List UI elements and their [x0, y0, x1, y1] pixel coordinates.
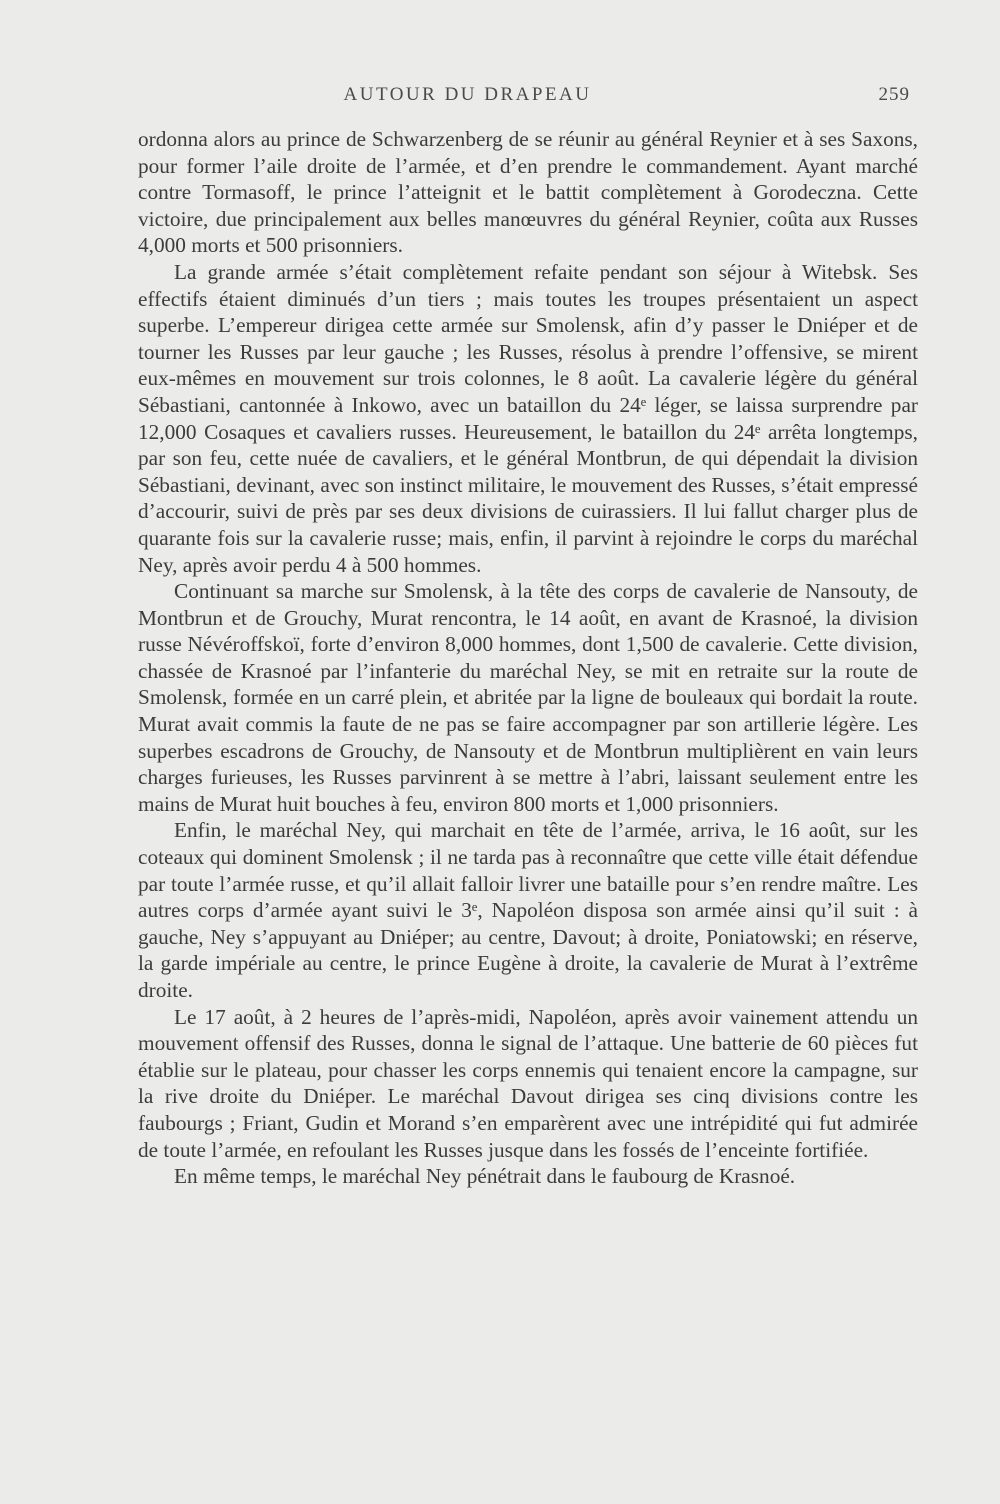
paragraph: Le 17 août, à 2 heures de l’après-midi, Napoléon, après avoir vainement attendu un mouvement offensif des Russes, donna le signal de l’attaque. Une batterie de 60 pièces fut établie sur le plateau, pour chasser les corps ennemis qui tenaient encore la campagne, sur la rive droite du Dniéper. Le maréchal Davout dirigea ses cinq divisions contre les faubourgs ; Friant, Gudin et Morand s’en emparèrent avec une intrépidité qui fut admirée de toute l’armée, en refoulant les Russes jusque dans les fossés de l’enceinte fortifiée. [138, 1004, 918, 1162]
page-number: 259 [878, 84, 910, 105]
paragraph-continued: ordonna alors au prince de Schwarzenberg de se réunir au général Reynier et à ses Saxons, pour former l’aile droite de l’armée, et d’en prendre le commandement. Ayant marché contre Tormasoff, le prince l’atteignit et le battit complètement à Gorodeczna. Cette victoire, due principalement aux belles manœuvres du général Reynier, coûta aux Russes 4,000 morts et 500 prisonniers. [138, 127, 918, 258]
running-title: AUTOUR DU DRAPEAU [343, 84, 592, 105]
running-head [140, 84, 930, 114]
paragraph: Enfin, le maréchal Ney, qui marchait en tête de l’armée, arriva, le 16 août, sur les coteaux qui dominent Smolensk ; il ne tarda pas à reconnaître que cette ville était défendue par toute l’armée russe, et qu’il allait falloir livrer une bataille pour s’en rendre maître. Les autres corps d’armée ayant suivi le 3ᵉ, Napoléon disposa son armée ainsi qu’il suit : à gauche, Ney s’appuyant au Dniéper; au centre, Davout; à droite, Poniatowski; en réserve, la garde impériale au centre, le prince Eugène à droite, la cavalerie de Murat à l’extrême droite. [138, 818, 918, 1002]
paragraph: La grande armée s’était complètement refaite pendant son séjour à Witebsk. Ses effectifs étaient diminués d’un tiers ; mais toutes les troupes présentaient un aspect superbe. L’empereur dirigea cette armée sur Smolensk, afin d’y passer le Dniéper et de tourner les Russes par leur gauche ; les Russes, résolus à prendre l’offensive, se mirent eux-mêmes en mouvement sur trois colonnes, le 8 août. La cavalerie légère du général Sébastiani, cantonnée à Inkowo, avec un bataillon du 24ᵉ léger, se laissa surprendre par 12,000 Cosaques et cavaliers russes. Heureusement, le bataillon du 24ᵉ arrêta longtemps, par son feu, cette nuée de cavaliers, et le général Montbrun, de qui dépendait la division Sébastiani, devinant, avec son instinct militaire, le mouvement des Russes, s’était empressé d’accourir, suivi de près par ses deux divisions de cuirassiers. Il lui fallut charger plus de quarante fois sur la cavalerie russe; mais, enfin, il parvint à rejoindre le corps du maréchal Ney, après avoir perdu 4 à 500 hommes. [138, 259, 918, 577]
body-text [138, 126, 918, 1190]
paragraph: En même temps, le maréchal Ney pénétrait dans le faubourg de Krasnoé. [174, 1164, 796, 1189]
paragraph: Continuant sa marche sur Smolensk, à la tête des corps de cavalerie de Nansouty, de Montbrun et de Grouchy, Murat rencontra, le 14 août, en avant de Krasnoé, la division russe Névéroffskoï, forte d’environ 8,000 hommes, dont 1,500 de cavalerie. Cette division, chassée de Krasnoé par l’infanterie du maréchal Ney, se mit en retraite sur la route de Smolensk, formée en un carré plein, et abritée par la ligne de bouleaux qui bordait la route. Murat avait commis la faute de ne pas se faire accompagner par son artillerie légère. Les superbes escadrons de Grouchy, de Nansouty et de Montbrun multiplièrent en vain leurs charges furieuses, les Russes parvinrent à se mettre à l’abri, laissant seulement entre les mains de Murat huit bouches à feu, environ 800 morts et 1,000 prisonniers. [138, 579, 918, 816]
